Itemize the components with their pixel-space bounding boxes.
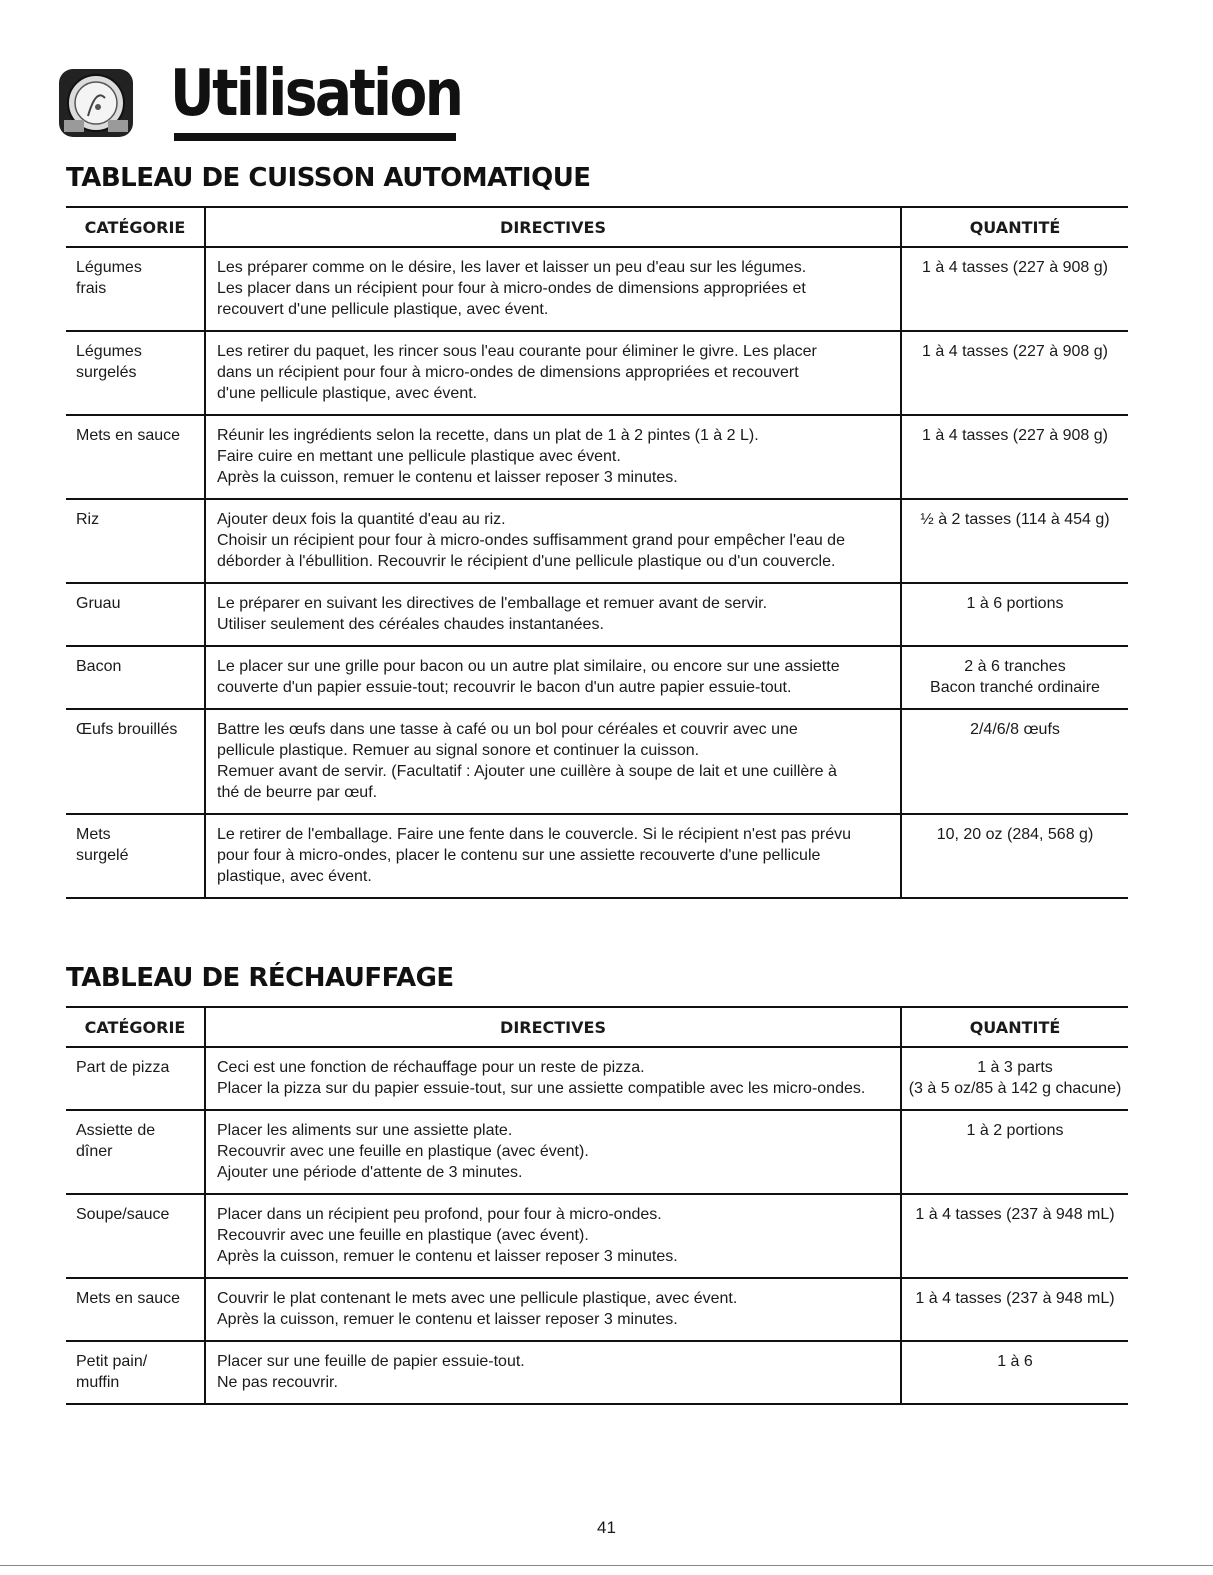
- microwave-dial-icon: [58, 68, 134, 138]
- quantity-cell: [901, 583, 1128, 646]
- table-row: [66, 583, 1128, 646]
- quantity-line: 1 à 6: [997, 1353, 1033, 1370]
- directions-line: Faire cuire en mettant une pellicule plastique avec évent.: [217, 448, 621, 465]
- category-cell: [66, 1047, 205, 1110]
- category-line: Œufs brouillés: [76, 721, 178, 738]
- table-row: [66, 415, 1128, 499]
- table-row: [66, 709, 1128, 814]
- column-header-quantity: QUANTITÉ: [901, 1007, 1128, 1047]
- quantity-cell: [901, 1278, 1128, 1341]
- quantity-cell: [901, 1194, 1128, 1278]
- quantity-line: 1 à 4 tasses (227 à 908 g): [922, 427, 1108, 444]
- reheat-table: [66, 1006, 1128, 1405]
- directions-cell: [205, 247, 901, 331]
- quantity-cell: [901, 1047, 1128, 1110]
- table-row: [66, 1341, 1128, 1404]
- directions-line: Recouvrir avec une feuille en plastique (avec évent).: [217, 1143, 589, 1160]
- directions-cell: [205, 1047, 901, 1110]
- quantity-line: ½ à 2 tasses (114 à 454 g): [920, 511, 1110, 528]
- directions-cell: [205, 583, 901, 646]
- quantity-line: 1 à 4 tasses (237 à 948 mL): [915, 1206, 1115, 1223]
- category-line: muffin: [76, 1374, 120, 1391]
- category-line: Mets en sauce: [76, 1290, 181, 1307]
- directions-cell: [205, 646, 901, 709]
- category-cell: [66, 331, 205, 415]
- directions-line: recouvert d'une pellicule plastique, avec évent.: [217, 301, 549, 318]
- table-row: [66, 646, 1128, 709]
- directions-line: Battre les œufs dans une tasse à café ou un bol pour céréales et couvrir avec une: [217, 721, 798, 738]
- directions-cell: [205, 1110, 901, 1194]
- directions-line: Le placer sur une grille pour bacon ou un autre plat similaire, ou encore sur une assiette: [217, 658, 840, 675]
- quantity-line: 1 à 2 portions: [966, 1122, 1064, 1139]
- category-cell: [66, 646, 205, 709]
- directions-cell: [205, 331, 901, 415]
- category-line: Mets: [76, 826, 111, 843]
- directions-line: pour four à micro-ondes, placer le contenu sur une assiette recouverte d'une pellicule: [217, 847, 821, 864]
- category-cell: [66, 415, 205, 499]
- category-cell: [66, 499, 205, 583]
- directions-line: Remuer avant de servir. (Facultatif : Ajouter une cuillère à soupe de lait et une cuillère à: [217, 763, 837, 780]
- column-header-quantity: QUANTITÉ: [901, 207, 1128, 247]
- category-line: Légumes: [76, 343, 142, 360]
- directions-cell: [205, 1341, 901, 1404]
- category-line: surgelés: [76, 364, 137, 381]
- category-line: Bacon: [76, 658, 122, 675]
- table-row: [66, 814, 1128, 898]
- page-number: 41: [597, 1518, 616, 1537]
- quantity-cell: [901, 709, 1128, 814]
- quantity-cell: [901, 646, 1128, 709]
- category-cell: [66, 1341, 205, 1404]
- directions-line: thé de beurre par œuf.: [217, 784, 378, 801]
- directions-line: Couvrir le plat contenant le mets avec une pellicule plastique, avec évent.: [217, 1290, 738, 1307]
- category-line: dîner: [76, 1143, 113, 1160]
- quantity-line: 1 à 3 parts: [977, 1059, 1053, 1076]
- column-header-category: CATÉGORIE: [66, 207, 205, 247]
- directions-line: Ceci est une fonction de réchauffage pour un reste de pizza.: [217, 1059, 645, 1076]
- directions-line: Recouvrir avec une feuille en plastique (avec évent).: [217, 1227, 589, 1244]
- category-cell: [66, 1278, 205, 1341]
- directions-line: Choisir un récipient pour four à micro-ondes suffisamment grand pour empêcher l'eau de: [217, 532, 845, 549]
- directions-line: pellicule plastique. Remuer au signal sonore et continuer la cuisson.: [217, 742, 700, 759]
- directions-cell: [205, 814, 901, 898]
- directions-line: d'une pellicule plastique, avec évent.: [217, 385, 478, 402]
- directions-line: couverte d'un papier essuie-tout; recouvrir le bacon d'un autre papier essuie-tout.: [217, 679, 792, 696]
- quantity-cell: [901, 247, 1128, 331]
- category-line: Gruau: [76, 595, 121, 612]
- table-row: [66, 1194, 1128, 1278]
- directions-line: Après la cuisson, remuer le contenu et laisser reposer 3 minutes.: [217, 469, 678, 486]
- table-row: [66, 499, 1128, 583]
- category-line: Légumes: [76, 259, 142, 276]
- category-line: Riz: [76, 511, 100, 528]
- directions-line: Les placer dans un récipient pour four à micro-ondes de dimensions appropriées et: [217, 280, 806, 297]
- table-header-row: [66, 1007, 1128, 1047]
- directions-cell: [205, 415, 901, 499]
- bottom-rule: [0, 1565, 1213, 1566]
- page-title: Utilisation: [170, 57, 462, 131]
- quantity-line: (3 à 5 oz/85 à 142 g chacune): [908, 1080, 1122, 1097]
- auto-cook-title: TABLEAU DE CUISSON AUTOMATIQUE: [66, 163, 591, 193]
- directions-line: Les retirer du paquet, les rincer sous l'eau courante pour éliminer le givre. Les placer: [217, 343, 817, 360]
- quantity-cell: [901, 814, 1128, 898]
- title-underline: [174, 133, 456, 141]
- column-header-category: CATÉGORIE: [66, 1007, 205, 1047]
- directions-line: Placer la pizza sur du papier essuie-tout, sur une assiette compatible avec les micro-ondes.: [217, 1080, 866, 1097]
- quantity-cell: [901, 1341, 1128, 1404]
- table-row: [66, 1047, 1128, 1110]
- directions-line: Placer sur une feuille de papier essuie-tout.: [217, 1353, 525, 1370]
- directions-cell: [205, 709, 901, 814]
- category-cell: [66, 583, 205, 646]
- table-row: [66, 1110, 1128, 1194]
- directions-cell: [205, 1278, 901, 1341]
- category-line: Part de pizza: [76, 1059, 170, 1076]
- quantity-line: Bacon tranché ordinaire: [930, 679, 1100, 696]
- directions-line: plastique, avec évent.: [217, 868, 372, 885]
- directions-line: Après la cuisson, remuer le contenu et laisser reposer 3 minutes.: [217, 1248, 678, 1265]
- quantity-cell: [901, 331, 1128, 415]
- directions-line: Le retirer de l'emballage. Faire une fente dans le couvercle. Si le récipient n'est pas prévu: [217, 826, 852, 843]
- directions-line: dans un récipient pour four à micro-ondes de dimensions appropriées et recouvert: [217, 364, 799, 381]
- table-header-row: [66, 207, 1128, 247]
- column-header-directions: DIRECTIVES: [205, 1007, 901, 1047]
- quantity-line: 10, 20 oz (284, 568 g): [936, 826, 1094, 843]
- auto-cook-body: [66, 247, 1128, 898]
- directions-line: Ajouter deux fois la quantité d'eau au riz.: [217, 511, 506, 528]
- directions-line: Le préparer en suivant les directives de l'emballage et remuer avant de servir.: [217, 595, 768, 612]
- quantity-cell: [901, 1110, 1128, 1194]
- directions-cell: [205, 499, 901, 583]
- category-line: frais: [76, 280, 107, 297]
- directions-line: Utiliser seulement des céréales chaudes instantanées.: [217, 616, 604, 633]
- quantity-line: 2 à 6 tranches: [964, 658, 1066, 675]
- directions-cell: [205, 1194, 901, 1278]
- auto-cook-table: [66, 206, 1128, 899]
- table-row: [66, 247, 1128, 331]
- reheat-title: TABLEAU DE RÉCHAUFFAGE: [66, 963, 454, 993]
- category-cell: [66, 247, 205, 331]
- quantity-line: 1 à 6 portions: [966, 595, 1064, 612]
- directions-line: Placer les aliments sur une assiette plate.: [217, 1122, 513, 1139]
- quantity-line: 1 à 4 tasses (227 à 908 g): [922, 259, 1108, 276]
- column-header-directions: DIRECTIVES: [205, 207, 901, 247]
- directions-line: Ne pas recouvrir.: [217, 1374, 338, 1391]
- directions-line: déborder à l'ébullition. Recouvrir le récipient d'une pellicule plastique ou d'un couvercle.: [217, 553, 836, 570]
- category-line: Petit pain/: [76, 1353, 148, 1370]
- quantity-line: 1 à 4 tasses (227 à 908 g): [922, 343, 1108, 360]
- reheat-body: [66, 1047, 1128, 1404]
- category-line: Assiette de: [76, 1122, 156, 1139]
- category-line: Soupe/sauce: [76, 1206, 170, 1223]
- table-row: [66, 331, 1128, 415]
- quantity-cell: [901, 499, 1128, 583]
- category-line: surgelé: [76, 847, 129, 864]
- category-cell: [66, 1110, 205, 1194]
- category-cell: [66, 709, 205, 814]
- quantity-cell: [901, 415, 1128, 499]
- quantity-line: 2/4/6/8 œufs: [970, 721, 1060, 738]
- category-cell: [66, 814, 205, 898]
- directions-line: Ajouter une période d'attente de 3 minutes.: [217, 1164, 523, 1181]
- quantity-line: 1 à 4 tasses (237 à 948 mL): [915, 1290, 1115, 1307]
- directions-line: Placer dans un récipient peu profond, pour four à micro-ondes.: [217, 1206, 662, 1223]
- directions-line: Après la cuisson, remuer le contenu et laisser reposer 3 minutes.: [217, 1311, 678, 1328]
- category-cell: [66, 1194, 205, 1278]
- directions-line: Réunir les ingrédients selon la recette, dans un plat de 1 à 2 pintes (1 à 2 L).: [217, 427, 759, 444]
- table-row: [66, 1278, 1128, 1341]
- category-line: Mets en sauce: [76, 427, 181, 444]
- directions-line: Les préparer comme on le désire, les laver et laisser un peu d'eau sur les légumes.: [217, 259, 807, 276]
